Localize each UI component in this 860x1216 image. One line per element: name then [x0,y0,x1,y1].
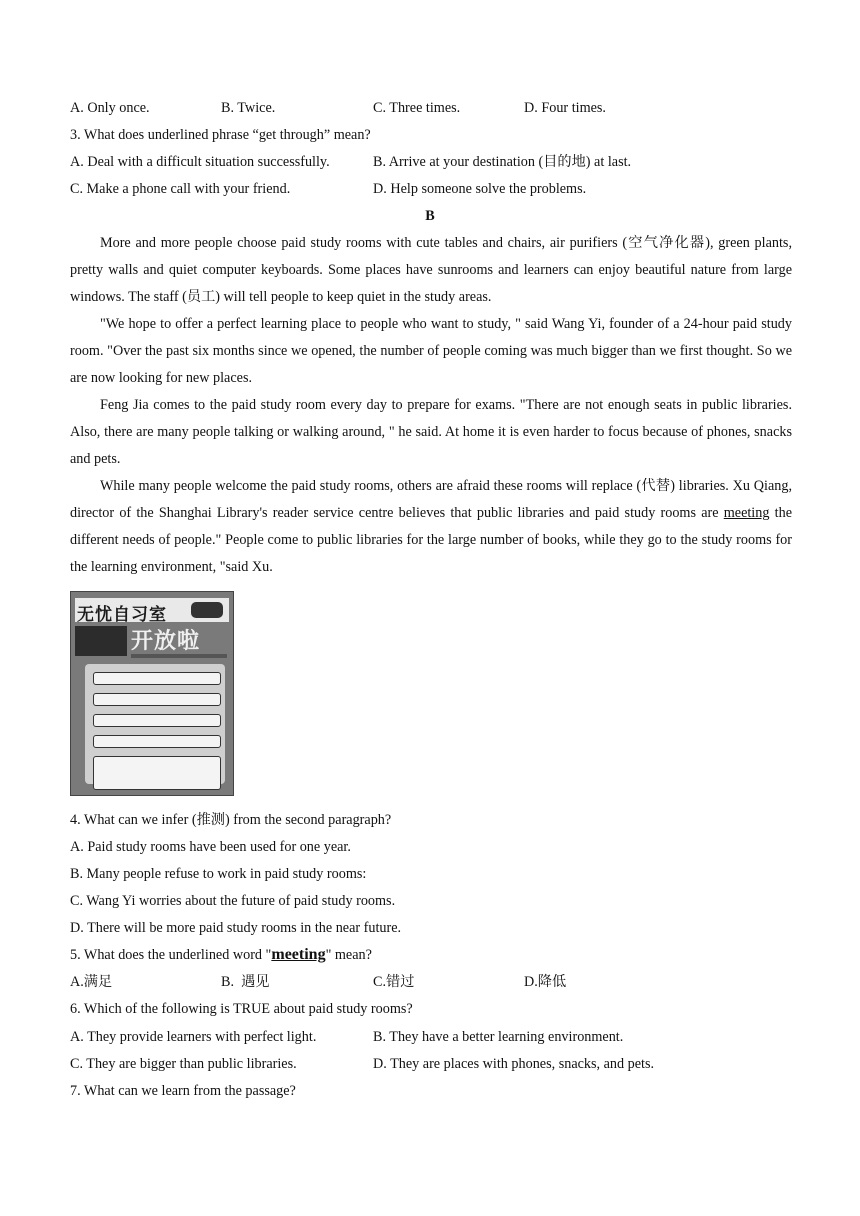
q5-option-c: C.错过 [373,974,415,990]
poster-info-bar [93,756,221,790]
underlined-word-meeting: meeting [723,505,770,521]
study-room-poster-image [70,591,234,796]
q6-option-b: B. They have a better learning environment. [373,1029,624,1045]
q4-option-a: A. Paid study rooms have been used for one year. [70,839,351,855]
paragraph-4-text-after: the different needs of people." People come to public libraries for the large number of books, while they go to the study rooms for the learning environment, "said Xu. [70,505,792,575]
q4-stem: 4. What can we infer (推测) from the second paragraph? [70,812,392,828]
passage-paragraph-2: "We hope to offer a perfect learning place to people who want to study, " said Wang Yi, founder of a 24-hour paid study room. "Over the past six months since we opened, the number of people coming was much bigger than we first thought. So we are now looking for new places. [70,316,792,386]
q3-option-c: C. Make a phone call with your friend. [70,181,291,197]
poster-title-1: 无忧自习室 [77,605,167,625]
q5-option-b: B. 遇见 [221,974,270,990]
poster-info-bar [93,714,221,727]
q7-stem: 7. What can we learn from the passage? [70,1083,296,1099]
q2-option-a: A. Only once. [70,100,150,116]
q3-option-d: D. Help someone solve the problems. [373,181,587,197]
poster-title-2: 开放啦 [131,629,201,654]
passage-paragraph-1: More and more people choose paid study rooms with cute tables and chairs, air purifiers (空气净化器), green plants, pretty walls and quiet computer keyboards. Some places have sunrooms and learners can enjoy beautiful nature from large windows. The staff (员工) will tell people to keep quiet in the study areas. [70,235,792,305]
section-label: B [425,208,435,224]
poster-subline [131,654,227,658]
q6-stem: 6. Which of the following is TRUE about paid study rooms? [70,1001,413,1017]
passage-paragraph-3: Feng Jia comes to the paid study room every day to prepare for exams. "There are not enough seats in public libraries. Also, there are many people talking or walking around, " he said. At home it is even harder to focus because of phones, snacks and pets. [70,397,792,467]
q5-option-d: D.降低 [524,974,567,990]
paragraph-4-text-before: While many people welcome the paid study rooms, others are afraid these rooms will replace (代替) libraries. Xu Qiang, director of the Shanghai Library's reader service centre believes that public libraries and paid study rooms are [70,478,792,521]
poster-info-bar [93,693,221,706]
passage [70,230,792,581]
q3-option-b: B. Arrive at your destination (目的地) at last. [373,154,632,170]
q6-option-d: D. They are places with phones, snacks, and pets. [373,1056,655,1072]
q2-option-b: B. Twice. [221,100,276,116]
q5-stem-after: " mean? [325,947,372,963]
q5-option-a: A.满足 [70,974,113,990]
poster-side-note [75,626,127,656]
q4-option-c: C. Wang Yi worries about the future of paid study rooms. [70,893,396,909]
poster-info-bar [93,672,221,685]
q5-stem [70,946,372,964]
poster-info-bar [93,735,221,748]
q3-option-a: A. Deal with a difficult situation successfully. [70,154,330,170]
q4-option-b: B. Many people refuse to work in paid study rooms: [70,866,367,882]
poster-badge [191,602,223,618]
q4-option-d: D. There will be more paid study rooms in the near future. [70,920,402,936]
q2-option-d: D. Four times. [524,100,606,116]
passage-paragraph-4 [70,473,792,581]
q2-option-c: C. Three times. [373,100,461,116]
q6-option-c: C. They are bigger than public libraries. [70,1056,297,1072]
q3-stem: 3. What does underlined phrase “get through” mean? [70,127,371,143]
q5-underlined-word: meeting [271,946,326,963]
q5-stem-before: 5. What does the underlined word " [70,947,272,963]
q6-option-a: A. They provide learners with perfect light. [70,1029,317,1045]
